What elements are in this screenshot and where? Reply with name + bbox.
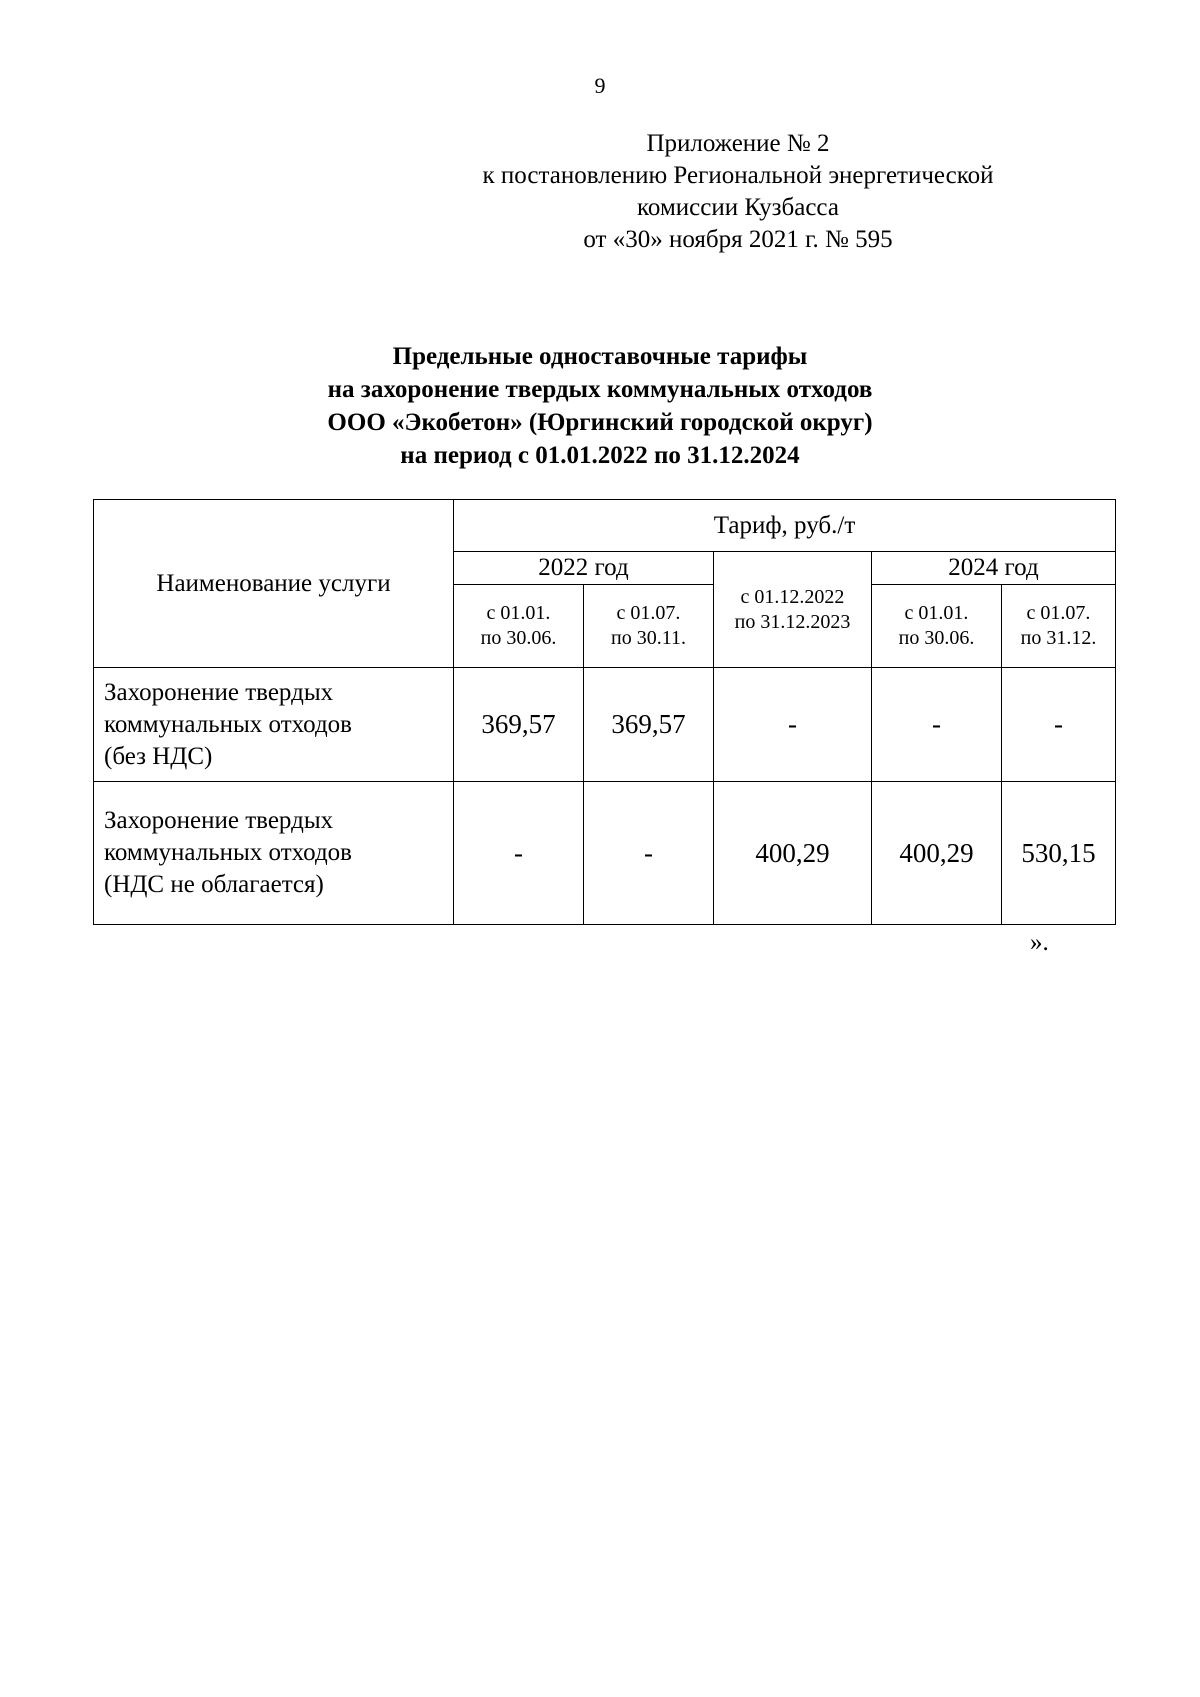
- period-2022-h1-end: по 30.06.: [480, 627, 557, 649]
- title-line-2: на захоронение твердых коммунальных отходов: [327, 376, 873, 403]
- title-line-4: на период с 01.01.2022 по 31.12.2024: [400, 442, 800, 469]
- tariff-value-cell: -: [872, 668, 1002, 782]
- appendix-date: от «30» ноября 2021 г. № 595: [583, 226, 893, 253]
- tariff-header: Тариф, руб./т: [454, 500, 1116, 552]
- tariff-value-cell: 530,15: [1002, 782, 1116, 925]
- appendix-reference: [428, 128, 1048, 256]
- tariff-value-cell: 369,57: [584, 668, 714, 782]
- closing-quote-mark: ».: [1030, 929, 1049, 956]
- period-2023-header: [714, 552, 872, 668]
- service-name-line: (НДС не облагается): [104, 871, 324, 898]
- service-name-cell: [94, 782, 454, 925]
- period-2022-h1-start: с 01.01.: [486, 602, 551, 624]
- tariff-value-cell: -: [454, 782, 584, 925]
- service-name-cell: [94, 668, 454, 782]
- period-2024-h2-end: по 31.12.: [1020, 627, 1097, 649]
- tariff-value-cell: -: [1002, 668, 1116, 782]
- year-2024-header: 2024 год: [872, 552, 1116, 585]
- title-line-1: Предельные одноставочные тарифы: [392, 343, 808, 370]
- period-2024-h1-start: с 01.01.: [904, 602, 969, 624]
- appendix-commission: комиссии Кузбасса: [637, 194, 839, 221]
- period-2024-h1-end: по 30.06.: [898, 627, 975, 649]
- tariff-value-cell: 369,57: [454, 668, 584, 782]
- appendix-number: Приложение № 2: [646, 130, 830, 157]
- period-2022-h2-start: с 01.07.: [616, 602, 681, 624]
- tariff-value-cell: 400,29: [872, 782, 1002, 925]
- period-2022-h2-end: по 30.11.: [611, 627, 686, 649]
- period-2024-h1-header: [872, 585, 1002, 668]
- year-2022-header: 2022 год: [454, 552, 714, 585]
- service-name-line: Захоронение твердых: [104, 678, 334, 706]
- tariff-value-cell: 400,29: [714, 782, 872, 925]
- service-name-line: коммунальных отходов: [104, 710, 352, 738]
- service-name-line: коммунальных отходов: [104, 839, 352, 866]
- period-2022-h1-header: [454, 585, 584, 668]
- service-name-line: Захоронение твердых: [104, 807, 334, 834]
- title-line-3: ООО «Экобетон» (Юргинский городской округ): [327, 409, 873, 436]
- table-row: [94, 782, 1116, 925]
- period-2024-h2-start: с 01.07.: [1026, 602, 1091, 624]
- document-title: [100, 340, 1100, 472]
- service-name-line: (без НДС): [104, 742, 213, 770]
- tariff-value-cell: -: [584, 782, 714, 925]
- appendix-decree: к постановлению Региональной энергетической: [482, 162, 994, 189]
- tariff-value-cell: -: [714, 668, 872, 782]
- period-2023-end: по 31.12.2023: [734, 610, 851, 633]
- period-2022-h2-header: [584, 585, 714, 668]
- tariff-table: [93, 499, 1116, 925]
- table-row: [94, 668, 1116, 782]
- service-name-header: Наименование услуги: [94, 500, 454, 668]
- page-number: 9: [594, 73, 606, 98]
- period-2024-h2-header: [1002, 585, 1116, 668]
- period-2023-start: с 01.12.2022: [740, 585, 845, 608]
